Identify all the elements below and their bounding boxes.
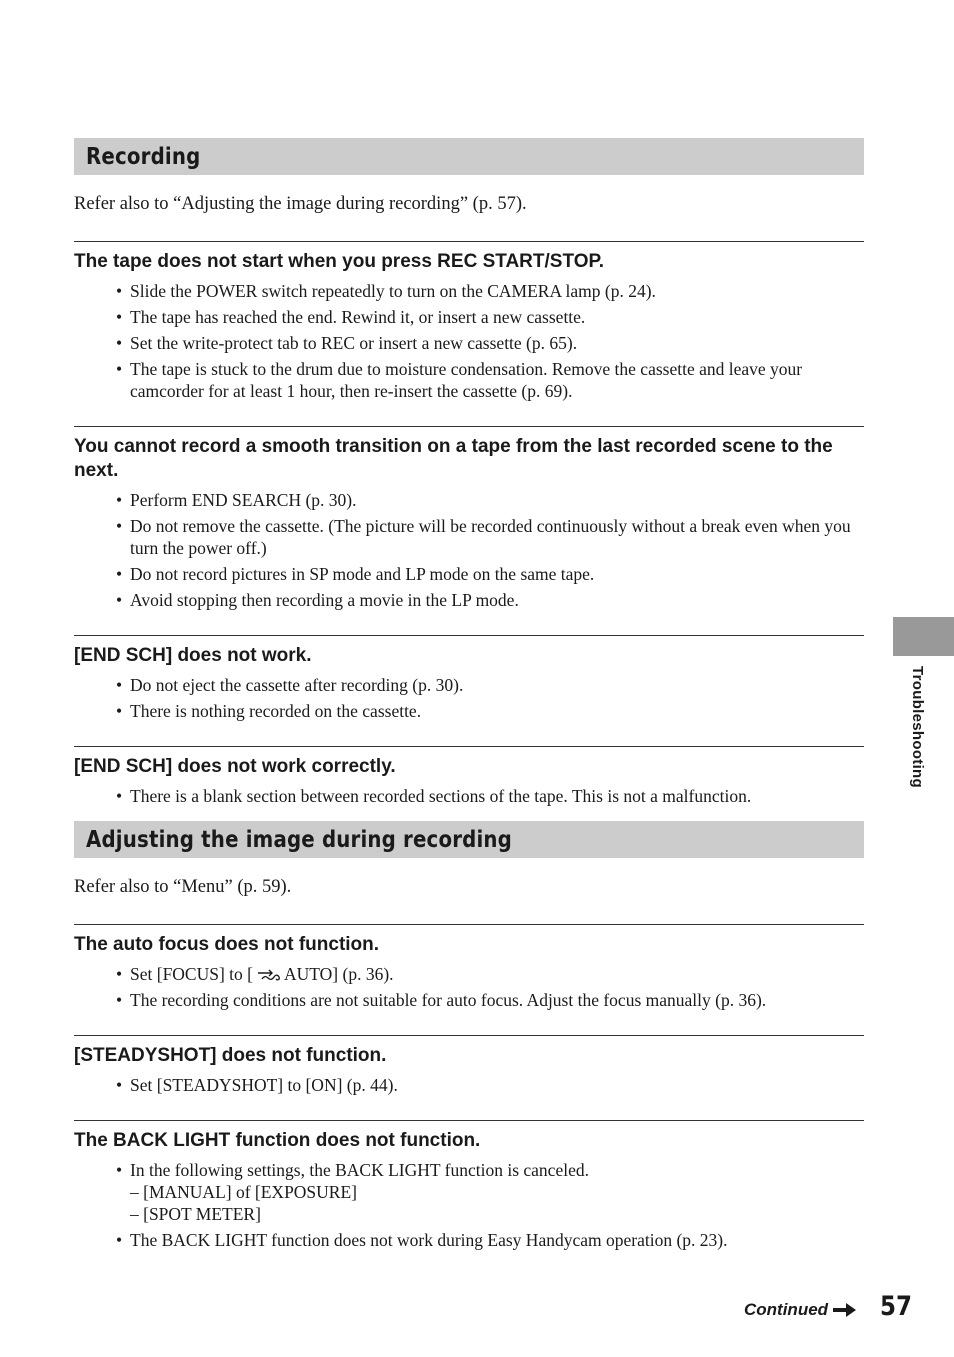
symptom-heading: You cannot record a smooth transition on a tape from the last recorded scene to the next. [74,436,833,481]
bullet: • [116,490,123,510]
page-number: 57 [880,1291,912,1322]
remedy-item: • There is nothing recorded on the cassette. [116,701,422,721]
chapter-label: Troubleshooting [909,666,926,788]
troubleshooting-block [74,241,864,402]
section-header-recording [74,138,864,175]
troubleshooting-block [74,1035,864,1096]
remedy-item: • Set [FOCUS] to [ AUTO] (p. 36). [116,964,394,984]
bullet: • [116,1075,123,1095]
bullet: • [116,333,123,353]
troubleshooting-block [74,746,864,807]
bullet: • [116,564,123,584]
troubleshooting-block [74,635,864,722]
bullet: • [116,990,123,1010]
symptom-heading: [END SCH] does not work. [74,645,312,666]
bullet: • [116,675,123,695]
remedy-item: • Do not remove the cassette. (The picture will be recorded continuously without a break even when you turn the power off.) [116,516,851,558]
symptom-heading: [STEADYSHOT] does not function. [74,1045,387,1066]
section-title: Recording [86,143,201,170]
symptom-heading: The tape does not start when you press REC START/STOP. [74,251,604,272]
remedy-item: • The tape is stuck to the drum due to moisture condensation. Remove the cassette and leave your camcorder for at least 1 hour, then re-insert the cassette (p. 69). [116,359,803,401]
remedy-item: • The recording conditions are not suitable for auto focus. Adjust the focus manually (p. 36). [116,990,767,1010]
sub-item: – [MANUAL] of [EXPOSURE] [130,1182,357,1202]
bullet: • [116,281,123,301]
section-reference: Refer also to “Menu” (p. 59). [74,877,292,897]
bullet: • [116,701,123,721]
bullet: • [116,359,123,379]
remedy-item: • Set [STEADYSHOT] to [ON] (p. 44). [116,1075,398,1095]
symptom-heading: [END SCH] does not work correctly. [74,756,396,777]
remedy-item: • Perform END SEARCH (p. 30). [116,490,357,510]
section-header-adjusting-image [74,821,864,858]
remedy-item: • There is a blank section between recorded sections of the tape. This is not a malfunction. [116,786,752,806]
symptom-heading: The auto focus does not function. [74,934,380,955]
continued-indicator [744,1298,857,1322]
troubleshooting-block [74,1120,864,1251]
troubleshooting-block [74,924,864,1011]
remedy-item: • In the following settings, the BACK LIGHT function is canceled. – [MANUAL] of [EXPOSURE] – [SPOT METER] [116,1159,864,1225]
bullet: • [116,590,123,610]
sub-item: – [SPOT METER] [130,1204,261,1224]
symptom-heading: The BACK LIGHT function does not function. [74,1130,481,1151]
bullet: • [116,964,123,984]
page-content [74,138,864,1275]
bullet: • [116,307,123,327]
bullet: • [116,786,123,806]
remedy-item: • Set the write-protect tab to REC or insert a new cassette (p. 65). [116,333,578,353]
bullet: • [116,1160,123,1180]
troubleshooting-block [74,426,864,611]
section-title: Adjusting the image during recording [86,826,513,853]
remedy-item: • Do not eject the cassette after recording (p. 30). [116,675,464,695]
continued-label: Continued [744,1300,829,1319]
remedy-item: • Slide the POWER switch repeatedly to turn on the CAMERA lamp (p. 24). [116,281,656,301]
section-reference: Refer also to “Adjusting the image during recording” (p. 57). [74,194,527,214]
remedy-item: • The BACK LIGHT function does not work during Easy Handycam operation (p. 23). [116,1230,728,1250]
remedy-item: • Avoid stopping then recording a movie in the LP mode. [116,590,519,610]
remedy-item: • The tape has reached the end. Rewind it, or insert a new cassette. [116,307,586,327]
chapter-tab [893,617,954,656]
bullet: • [116,1230,123,1250]
bullet: • [116,516,123,536]
remedy-item: • Do not record pictures in SP mode and LP mode on the same tape. [116,564,595,584]
arrow-right-icon [833,1302,857,1318]
infinity-focus-icon [255,967,281,981]
